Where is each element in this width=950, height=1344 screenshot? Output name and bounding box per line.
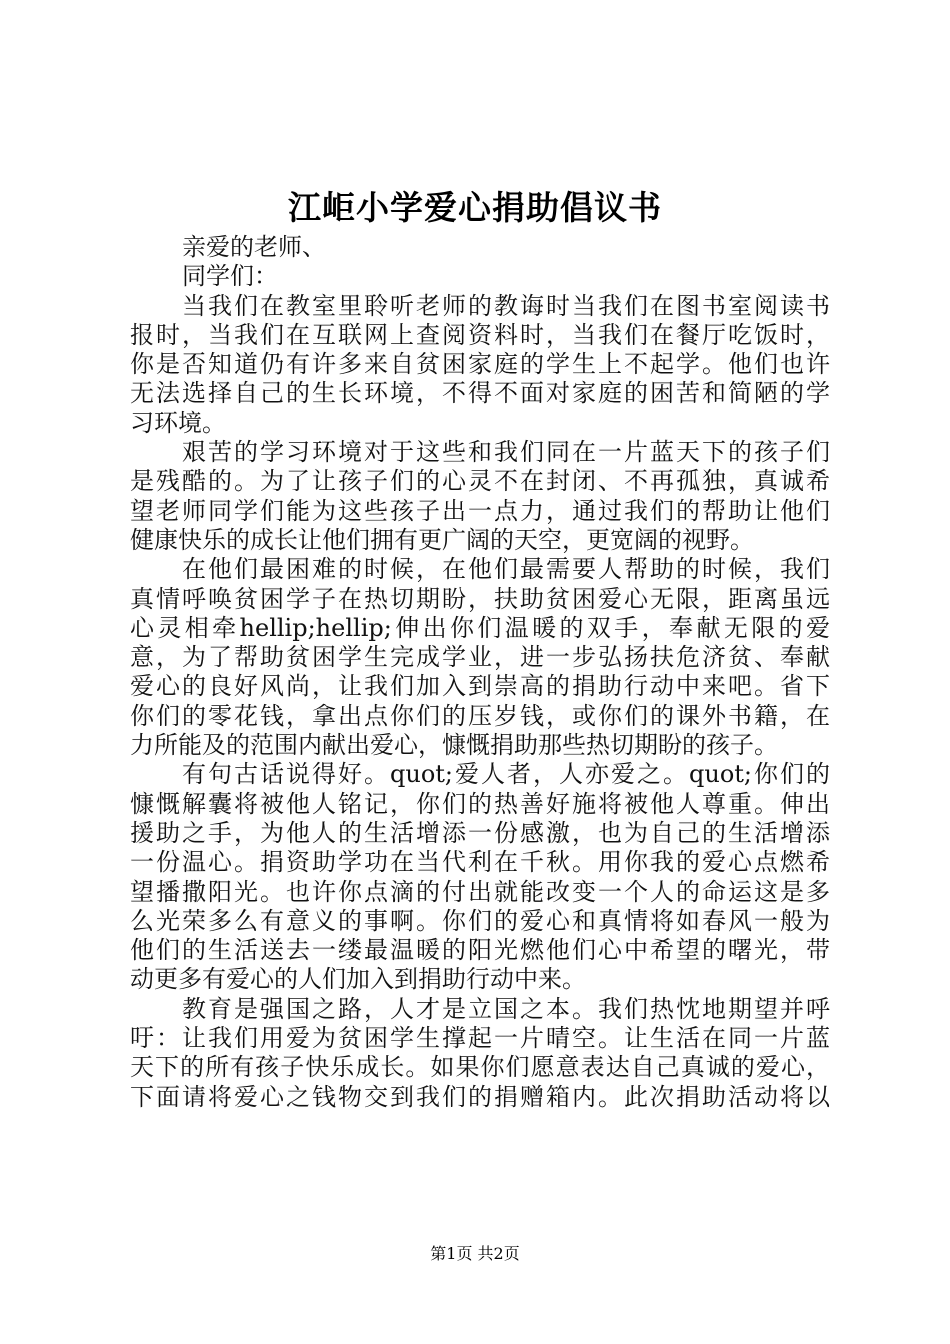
paragraph-line: 吁：让我们用爱为贫困学生撑起一片晴空。让生活在同一片蓝 xyxy=(130,1024,830,1053)
paragraph-line: 有句古话说得好。quot;爱人者，人亦爱之。quot;你们的 xyxy=(182,760,830,789)
paragraph-line: 援助之手，为他人的生活增添一份感激，也为自己的生活增添 xyxy=(130,818,830,847)
paragraph-line: 健康快乐的成长让他们拥有更广阔的天空，更宽阔的视野。 xyxy=(130,525,754,554)
paragraph-line: 你是否知道仍有许多来自贫困家庭的学生上不起学。他们也许 xyxy=(130,350,830,379)
paragraph-line: 报时，当我们在互联网上查阅资料时，当我们在餐厅吃饭时， xyxy=(130,320,830,349)
salutation-line: 同学们： xyxy=(182,262,278,291)
paragraph-line: 艰苦的学习环境对于这些和我们同在一片蓝天下的孩子们 xyxy=(182,438,830,467)
document-title: 江岠小学爱心捐助倡议书 xyxy=(288,188,662,227)
paragraph-line: 天下的所有孩子快乐成长。如果你们愿意表达自己真诚的爱心， xyxy=(130,1053,830,1082)
paragraph-line: 动更多有爱心的人们加入到捐助行动中来。 xyxy=(130,965,586,994)
paragraph-line: 力所能及的范围内献出爱心，慷慨捐助那些热切期盼的孩子。 xyxy=(130,731,778,760)
paragraph-line: 心灵相牵hellip;hellip;伸出你们温暖的双手，奉献无限的爱 xyxy=(130,613,830,642)
paragraph-line: 他们的生活送去一缕最温暖的阳光燃他们心中希望的曙光，带 xyxy=(130,936,830,965)
salutation-line: 亲爱的老师、 xyxy=(182,233,326,261)
paragraph-line: 望老师同学们能为这些孩子出一点力，通过我们的帮助让他们 xyxy=(130,496,830,525)
paragraph-line: 当我们在教室里聆听老师的教诲时当我们在图书室阅读书 xyxy=(182,291,830,320)
paragraph-line: 真情呼唤贫困学子在热切期盼，扶助贫困爱心无限，距离虽远 xyxy=(130,584,830,613)
paragraph-line: 慷慨解囊将被他人铭记，你们的热善好施将被他人尊重。伸出 xyxy=(130,789,830,818)
paragraph-line: 是残酷的。为了让孩子们的心灵不在封闭、不再孤独，真诚希 xyxy=(130,467,830,496)
paragraph-line: 教育是强国之路，人才是立国之本。我们热忱地期望并呼 xyxy=(182,994,830,1023)
paragraph-line: 一份温心。捐资助学功在当代利在千秋。用你我的爱心点燃希 xyxy=(130,848,830,877)
paragraph-line: 望播撒阳光。也许你点滴的付出就能改变一个人的命运这是多 xyxy=(130,877,830,906)
paragraph-line: 习环境。 xyxy=(130,408,226,437)
paragraph-line: 在他们最困难的时候，在他们最需要人帮助的时候，我们 xyxy=(182,555,830,584)
paragraph-line: 你们的零花钱，拿出点你们的压岁钱，或你们的课外书籍，在 xyxy=(130,701,830,730)
paragraph-line: 么光荣多么有意义的事啊。你们的爱心和真情将如春风一般为 xyxy=(130,906,830,935)
paragraph-line: 爱心的良好风尚，让我们加入到崇高的捐助行动中来吧。省下 xyxy=(130,672,830,701)
page-footer: 第1页 共2页 xyxy=(430,1244,520,1263)
document-body xyxy=(130,233,830,1112)
paragraph-line: 下面请将爱心之钱物交到我们的捐赠箱内。此次捐助活动将以 xyxy=(130,1082,830,1111)
paragraph-line: 意，为了帮助贫困学生完成学业，进一步弘扬扶危济贫、奉献 xyxy=(130,643,830,672)
paragraph-line: 无法选择自己的生长环境，不得不面对家庭的困苦和简陋的学 xyxy=(130,379,830,408)
